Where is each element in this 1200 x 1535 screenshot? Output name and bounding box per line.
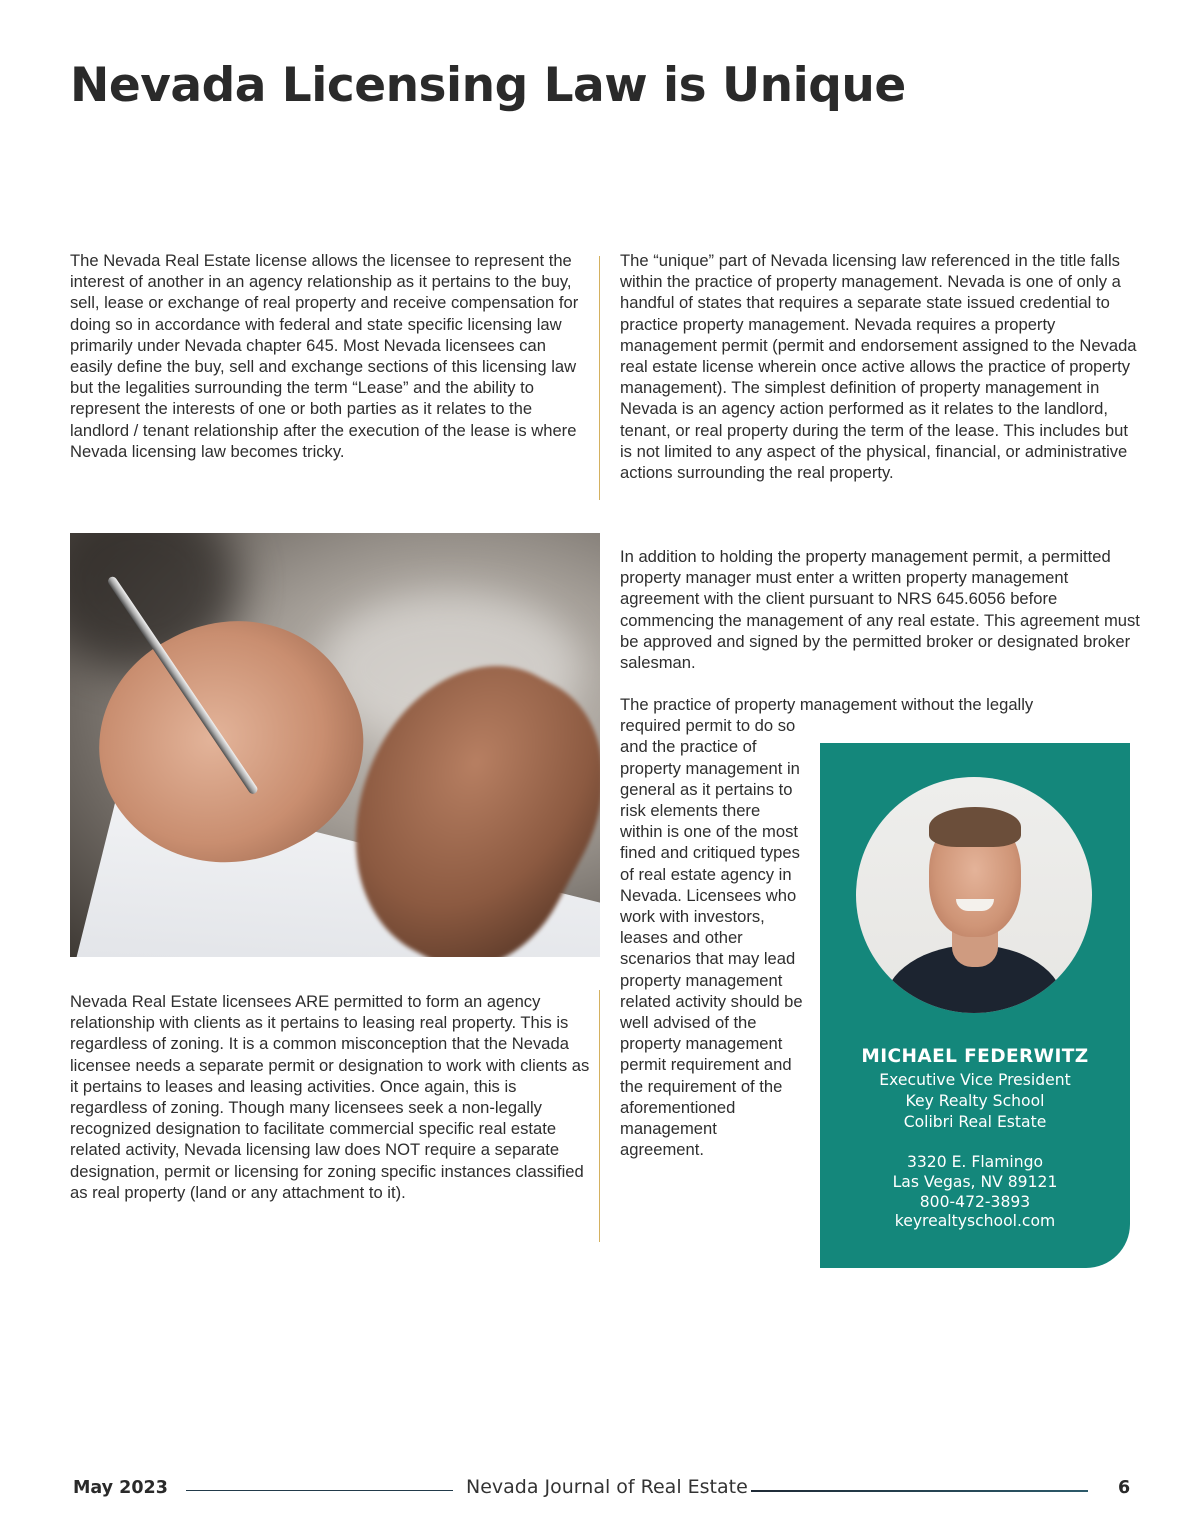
author-card	[820, 743, 1130, 1268]
right-paragraph-practice-rest: required permit to do so and the practice of property management in general as it pertains to risk elements there within is one of the most fined and critiqued types of real estate agency in Nevada. Licensees who work with investors, leases and other scenarios that may lead property management related activity should be well advised of the property management permit requirement and the requirement of the aforementioned management agreement.	[620, 716, 803, 1160]
signing-document-photo	[70, 533, 600, 957]
author-org-secondary: Colibri Real Estate	[903, 1113, 1047, 1131]
author-website: keyrealtyschool.com	[894, 1212, 1056, 1230]
page-title: Nevada Licensing Law is Unique	[70, 58, 906, 113]
right-paragraph-unique: The “unique” part of Nevada licensing law referenced in the title falls within the practice of property management. Nevada is one of only a handful of states that requires a separate state issued credential to practice property management. Nevada requires a property management permit (permit and endorsement assigned to the Nevada real estate license wherein once active allows the practice of property management). The simplest definition of property management in Nevada is an agency action performed as it relates to the landlord, tenant, or real property during the term of the lease. This includes but is not limited to any aspect of the physical, financial, or administrative actions surrounding the real property.	[620, 251, 1137, 483]
footer-rule-right	[751, 1490, 1088, 1492]
avatar-smile	[956, 899, 994, 911]
footer-date: May 2023	[73, 1478, 168, 1498]
author-role: Executive Vice President	[879, 1071, 1071, 1089]
author-address-city: Las Vegas, NV 89121	[892, 1173, 1058, 1191]
author-avatar	[856, 777, 1092, 1013]
author-phone: 800-472-3893	[919, 1193, 1031, 1211]
author-address-street: 3320 E. Flamingo	[906, 1153, 1044, 1171]
column-divider-top	[599, 256, 600, 500]
avatar-hair	[929, 807, 1021, 847]
column-divider-bottom	[599, 990, 600, 1242]
left-paragraph-leasing: Nevada Real Estate licensees ARE permitted to form an agency relationship with clients as it pertains to leasing real property. This is regardless of zoning. It is a common misconception that the Nevada licensee needs a separate permit or designation to work with clients as it pertains to leases and leasing activities. Once again, this is regardless of zoning. Though many licensees seek a non-legally recognized designation to facilitate commercial specific real estate related activity, Nevada licensing law does NOT require a separate designation, permit or licensing for zoning specific instances classified as real property (land or any attachment to it).	[70, 992, 590, 1202]
right-paragraph-practice-lead: The practice of property management without the legally	[620, 695, 1034, 714]
footer-rule-left	[186, 1490, 453, 1491]
left-paragraph-intro: The Nevada Real Estate license allows the licensee to represent the interest of another in an agency relationship as it pertains to the buy, sell, lease or exchange of real property and receive compensation for doing so in accordance with federal and state specific licensing law primarily under Nevada chapter 645. Most Nevada licensees can easily define the buy, sell and exchange sections of this licensing law but the legalities surrounding the term “Lease” and the ability to represent the interests of one or both parties as it relates to the landlord / tenant relationship after the execution of the lease is where Nevada licensing law becomes tricky.	[70, 251, 579, 461]
author-org-primary: Key Realty School	[905, 1092, 1045, 1110]
author-name: MICHAEL FEDERWITZ	[861, 1046, 1089, 1067]
footer-publication-name: Nevada Journal of Real Estate	[466, 1476, 748, 1498]
footer-page-number: 6	[1118, 1478, 1131, 1498]
right-paragraph-agreement: In addition to holding the property management permit, a permitted property manager must enter a written property management agreement with the client pursuant to NRS 645.6056 before commencing the management of any real estate. This agreement must be approved and signed by the permitted broker or designated broker salesman.	[620, 547, 1140, 673]
